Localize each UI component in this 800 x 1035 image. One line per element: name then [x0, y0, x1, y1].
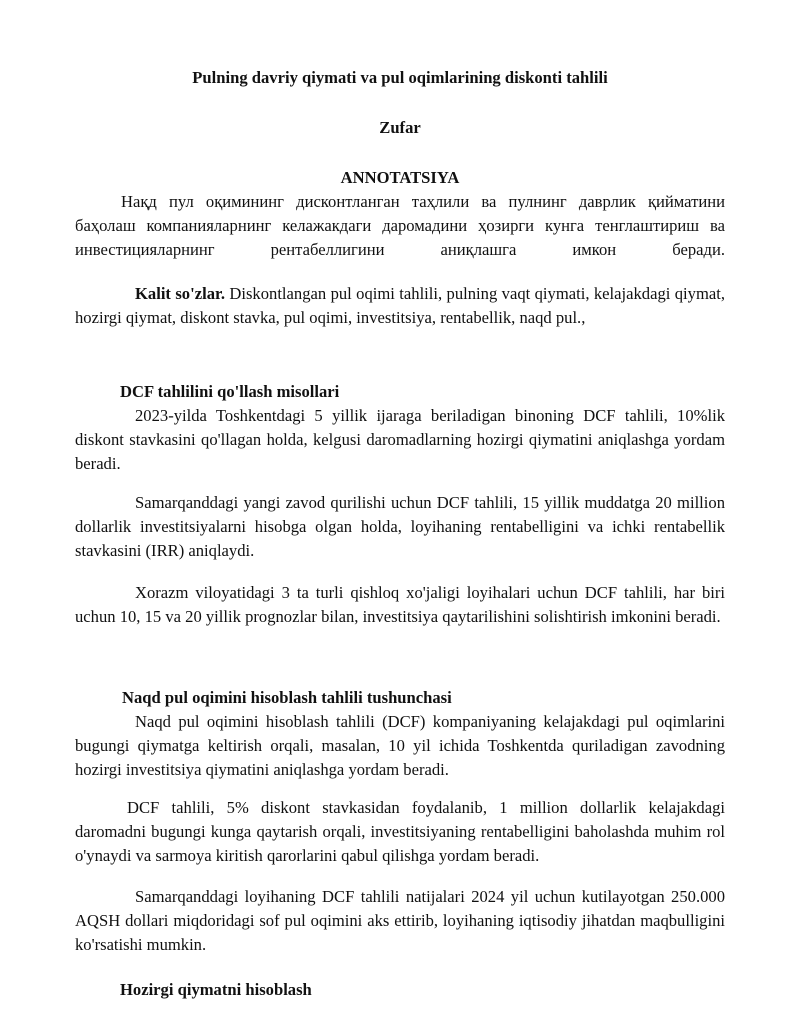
- section-dcf-examples-p3: [75, 581, 725, 629]
- section-heading: DCF tahlilini qo'llash misollari: [120, 382, 340, 401]
- keywords-paragraph: [75, 282, 725, 330]
- section-heading: Hozirgi qiymatni hisoblash: [120, 980, 312, 999]
- section-cashflow-p3: [75, 885, 725, 957]
- paragraph: 2023-yilda Toshkentdagi 5 yillik ijaraga beriladigan binoning DCF tahlili, 10%lik diskont stavkasini qo'llagan holda, kelgusi daromadlarning hozirgi qiymatini aniqlashga yordam beradi.: [75, 406, 725, 473]
- section-heading: Naqd pul oqimini hisoblash tahlili tushunchasi: [122, 688, 452, 707]
- author-name: Zufar: [379, 118, 421, 137]
- abstract-heading: ANNOTATSIYA: [340, 168, 460, 187]
- paragraph: Xorazm viloyatidagi 3 ta turli qishloq xo'jaligi loyihalari uchun DCF tahlili, har biri uchun 10, 15 va 20 yillik prognozlar bilan, investitsiya qaytarilishini solishtirish imkonini beradi.: [75, 583, 725, 626]
- paragraph: Naqd pul oqimini hisoblash tahlili (DCF) kompaniyaning kelajakdagi pul oqimlarini bugungi qiymatga keltirish orqali, masalan, 10 yil ichida Toshkentda quriladigan zavodning hozirgi investitsiya qiymatini aniqlashga yordam beradi.: [75, 712, 725, 779]
- paragraph: DCF tahlili, 5% diskont stavkasidan foydalanib, 1 million dollarlik kelajakdagi daromadni bugungi kunga qaytarish orqali, investitsiyaning rentabelligini baholashda muhim rol o'ynaydi va sarmoya kiritish qarorlarini qabul qilishga yordam beradi.: [75, 798, 725, 865]
- abstract-paragraph: Нақд пул оқимининг дисконтланган таҳлили ва пулнинг даврлик қийматини баҳолаш компанияларнинг келажакдаги даромадини ҳозирги кунга тенглаштириш ва инвестицияларнинг рентабеллигини аниқлашга имкон беради.: [75, 192, 725, 259]
- section-dcf-examples: [75, 380, 725, 476]
- section-dcf-examples-p2: [75, 491, 725, 563]
- abstract-section: [75, 190, 725, 262]
- document-title: Pulning davriy qiymati va pul oqimlarining diskonti tahlili: [192, 68, 608, 87]
- section-cashflow-p2: [75, 796, 725, 868]
- paragraph: Samarqanddagi yangi zavod qurilishi uchun DCF tahlili, 15 yillik muddatga 20 million dollarlik investitsiyalarni hisobga olgan holda, loyihaning rentabelligini va ichki rentabellik stavkasini (IRR) aniqlaydi.: [75, 493, 725, 560]
- section-present-value: [75, 978, 725, 1002]
- paragraph: Samarqanddagi loyihaning DCF tahlili natijalari 2024 yil uchun kutilayotgan 250.000 AQSH dollari miqdoridagi sof pul oqimini aks ettirib, loyihaning iqtisodiy jihatdan maqbulligini ko'rsatishi mumkin.: [75, 887, 725, 954]
- section-cashflow-concept: [75, 686, 725, 782]
- keywords-section: [75, 282, 725, 330]
- keywords-text: Diskontlangan pul oqimi tahlili, pulning vaqt qiymati, kelajakdagi qiymat, hozirgi qiymat, diskont stavka, pul oqimi, investitsiya, rentabellik, naqd pul.,: [75, 284, 725, 327]
- keywords-label: Kalit so'zlar.: [135, 284, 225, 303]
